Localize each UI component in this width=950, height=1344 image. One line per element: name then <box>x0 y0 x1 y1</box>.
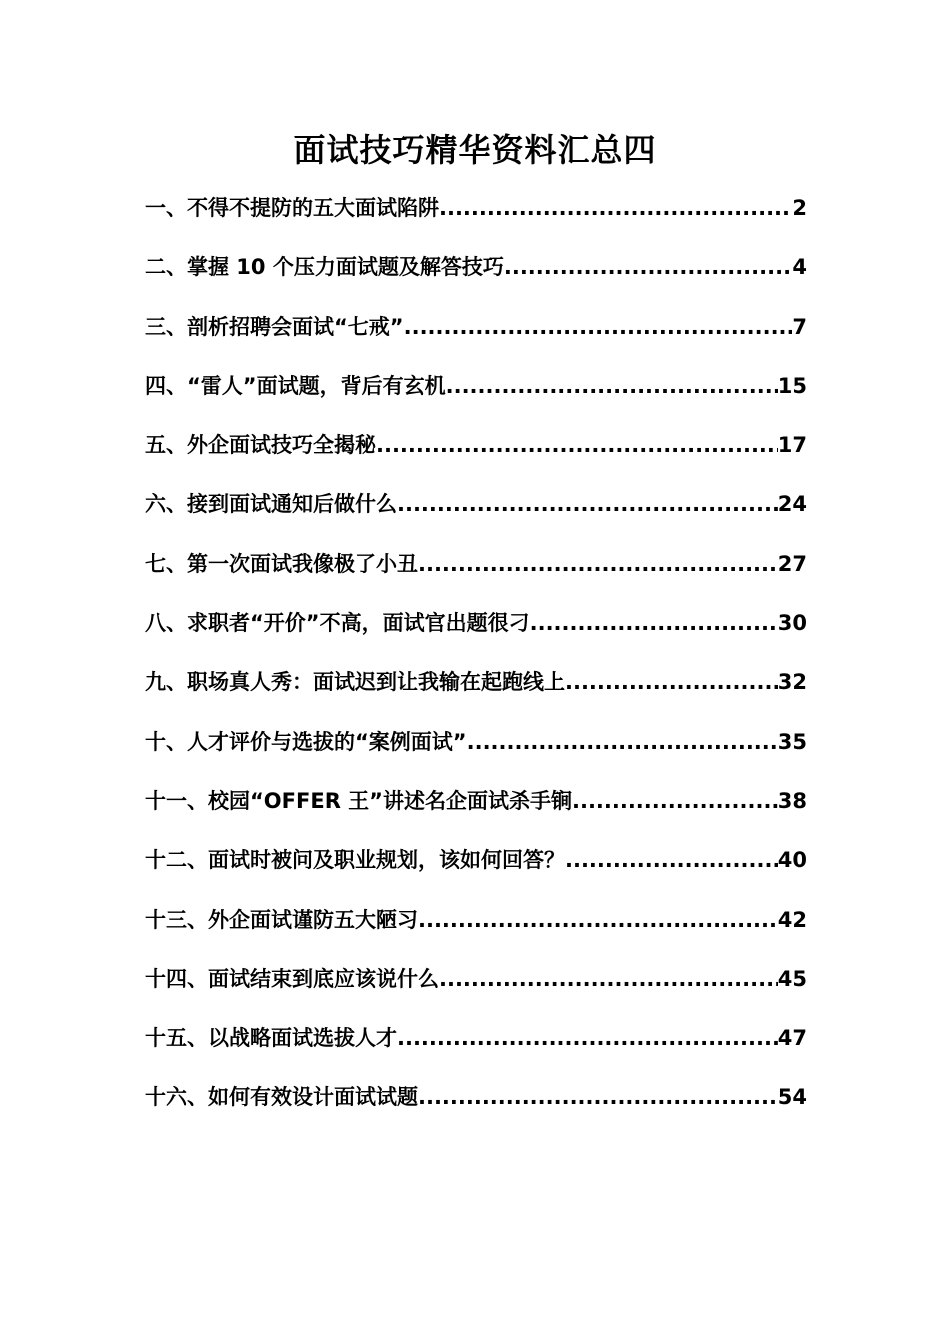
toc-entry-title: 十五、以战略面试选拔人才 <box>145 1026 397 1051</box>
toc-entry[interactable] <box>145 660 807 719</box>
toc-entry-title: 三、剖析招聘会面试“七戒” <box>145 314 404 339</box>
toc-page-number: 38 <box>777 788 807 813</box>
toc-entry[interactable] <box>145 305 807 364</box>
toc-entry[interactable] <box>145 720 807 779</box>
toc-entry-title: 十三、外企面试谨防五大陋习 <box>145 907 418 932</box>
toc-entry-title: 十、人才评价与选拔的“案例面试” <box>145 729 467 754</box>
toc-dot-leader <box>565 838 778 882</box>
toc-entry[interactable] <box>145 601 807 660</box>
toc-entry[interactable] <box>145 245 807 304</box>
toc-entry-title: 九、职场真人秀：面试迟到让我输在起跑线上 <box>145 670 565 695</box>
toc-page-number: 15 <box>777 373 807 398</box>
toc-entry[interactable] <box>145 542 807 601</box>
toc-entry[interactable] <box>145 898 807 957</box>
toc-page-number: 42 <box>777 907 807 932</box>
toc-entry[interactable] <box>145 957 807 1016</box>
toc-dot-leader <box>565 660 778 704</box>
toc-page-number: 40 <box>777 848 807 873</box>
toc-entry[interactable] <box>145 1075 807 1134</box>
toc-page-number: 4 <box>792 255 807 280</box>
toc-dot-leader <box>418 1075 778 1119</box>
toc-dot-leader <box>418 898 778 942</box>
toc-page-number: 24 <box>777 492 807 517</box>
toc-page-number: 27 <box>777 551 807 576</box>
toc-dot-leader <box>572 779 778 823</box>
toc-page-number: 45 <box>777 966 807 991</box>
toc-entry[interactable] <box>145 423 807 482</box>
toc-entry[interactable] <box>145 1016 807 1075</box>
toc-entry-title: 五、外企面试技巧全揭秘 <box>145 433 376 458</box>
toc-page-number: 35 <box>777 729 807 754</box>
toc-entry[interactable] <box>145 779 807 838</box>
toc-entry-title: 六、接到面试通知后做什么 <box>145 492 397 517</box>
toc-entry-title: 二、掌握 10 个压力面试题及解答技巧 <box>145 255 504 280</box>
toc-entry-title: 十四、面试结束到底应该说什么 <box>145 966 439 991</box>
toc-entry[interactable] <box>145 838 807 897</box>
toc-entry-title: 四、“雷人”面试题，背后有玄机 <box>145 373 446 398</box>
toc-dot-leader <box>467 720 778 764</box>
toc-dot-leader <box>404 305 793 349</box>
toc-entry[interactable] <box>145 186 807 245</box>
toc-dot-leader <box>418 542 778 586</box>
toc-entry-title: 七、第一次面试我像极了小丑 <box>145 551 418 576</box>
toc-dot-leader <box>504 245 793 289</box>
toc-dot-leader <box>397 1016 778 1060</box>
toc-page-number: 2 <box>792 196 807 220</box>
toc-entry-title: 十六、如何有效设计面试试题 <box>145 1085 418 1110</box>
toc-dot-leader <box>439 186 792 230</box>
toc-entry-title: 十二、面试时被问及职业规划，该如何回答？ <box>145 848 565 873</box>
toc-page-number: 54 <box>777 1085 807 1110</box>
toc-page-number: 32 <box>777 670 807 695</box>
toc-entry-title: 十一、校园“OFFER 王”讲述名企面试杀手锏 <box>145 788 572 813</box>
toc-entry[interactable] <box>145 482 807 541</box>
toc-page-number: 17 <box>777 433 807 458</box>
toc-dot-leader <box>376 423 778 467</box>
toc-dot-leader <box>446 364 778 408</box>
toc-page-number: 30 <box>777 611 807 636</box>
toc-dot-leader <box>439 957 778 1001</box>
table-of-contents <box>145 186 807 1135</box>
toc-dot-leader <box>530 601 778 645</box>
document-title: 面试技巧精华资料汇总四 <box>293 131 657 169</box>
toc-entry-title: 一、不得不提防的五大面试陷阱 <box>145 196 439 220</box>
toc-entry[interactable] <box>145 364 807 423</box>
toc-page-number: 47 <box>777 1026 807 1051</box>
toc-page-number: 7 <box>792 314 807 339</box>
toc-entry-title: 八、求职者“开价”不高，面试官出题很刁 <box>145 611 530 636</box>
toc-dot-leader <box>397 482 778 526</box>
